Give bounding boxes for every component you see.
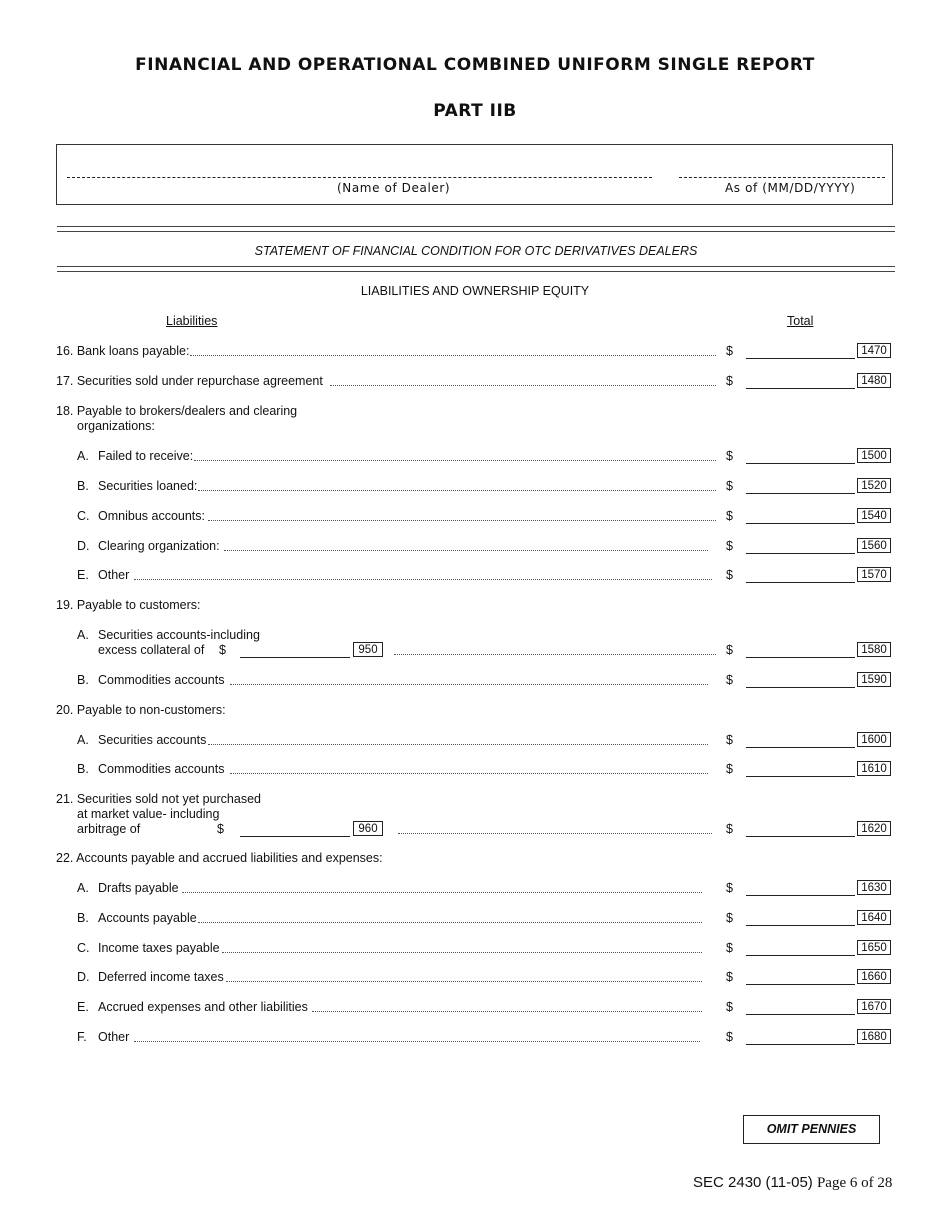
leader-dots (312, 1000, 702, 1012)
field-code: 1500 (857, 448, 891, 463)
field-code: 950 (353, 642, 383, 657)
leader-dots (194, 449, 716, 461)
field-code: 1640 (857, 910, 891, 925)
dollar-sign: $ (726, 479, 733, 493)
section-heading (0, 598, 950, 614)
line-item (0, 628, 950, 644)
dollar-sign: $ (726, 673, 733, 687)
field-code: 1470 (857, 343, 891, 358)
amount-field[interactable] (746, 388, 855, 389)
item-label: Accounts payable (98, 911, 197, 925)
item-label: Accrued expenses and other liabilities (98, 1000, 308, 1014)
report-title: FINANCIAL AND OPERATIONAL COMBINED UNIFORM SINGLE REPORT (135, 55, 815, 75)
amount-field[interactable] (746, 776, 855, 777)
field-code: 1680 (857, 1029, 891, 1044)
amount-field[interactable] (746, 895, 855, 896)
dollar-sign: $ (219, 643, 226, 657)
divider (57, 271, 895, 272)
amount-field[interactable] (746, 925, 855, 926)
item-letter: A. (77, 628, 89, 642)
line-item (0, 1000, 950, 1016)
leader-dots (226, 970, 702, 982)
amount-field[interactable] (746, 463, 855, 464)
dollar-sign: $ (726, 970, 733, 984)
dollar-sign: $ (726, 539, 733, 553)
item-label: Omnibus accounts: (98, 509, 205, 523)
leader-dots (190, 344, 716, 356)
leader-dots (398, 822, 712, 834)
report-date-caption: As of (MM/DD/YYYY) (725, 181, 856, 195)
amount-field[interactable] (746, 358, 855, 359)
dollar-sign: $ (726, 374, 733, 388)
field-code: 1560 (857, 538, 891, 553)
item-label: Commodities accounts (98, 762, 225, 776)
line-item (0, 374, 950, 390)
amount-field[interactable] (746, 523, 855, 524)
report-part: PART IIB (433, 101, 517, 121)
item-letter: B. (77, 673, 89, 687)
line-item (0, 911, 950, 927)
item-letter: E. (77, 568, 89, 582)
line-item (0, 344, 950, 360)
field-code: 1650 (857, 940, 891, 955)
divider (57, 266, 895, 267)
item-label: Securities accounts-including (98, 628, 260, 642)
line-item (0, 733, 950, 749)
item-label: Securities loaned: (98, 479, 198, 493)
arbitrage-amount-field[interactable] (240, 836, 350, 837)
item-label: arbitrage of (77, 822, 141, 836)
item-label: 17. Securities sold under repurchase agreement (56, 374, 323, 388)
item-label: Clearing organization: (98, 539, 220, 553)
dollar-sign: $ (217, 822, 224, 836)
leader-dots (134, 568, 712, 580)
item-letter: D. (77, 539, 90, 553)
line-item (0, 941, 950, 957)
dealer-name-caption: (Name of Dealer) (337, 181, 451, 195)
field-code: 960 (353, 821, 383, 836)
dollar-sign: $ (726, 762, 733, 776)
item-letter: E. (77, 1000, 89, 1014)
dollar-sign: $ (726, 911, 733, 925)
field-code: 1520 (857, 478, 891, 493)
leader-dots (208, 733, 708, 745)
field-code: 1610 (857, 761, 891, 776)
item-letter: B. (77, 911, 89, 925)
leader-dots (182, 881, 702, 893)
item-label: 20. Payable to non-customers: (56, 703, 226, 717)
leader-dots (394, 643, 716, 655)
section-heading (0, 851, 950, 867)
section-heading (0, 792, 950, 808)
field-code: 1580 (857, 642, 891, 657)
dollar-sign: $ (726, 568, 733, 582)
leader-dots (198, 911, 702, 923)
leader-dots (224, 539, 708, 551)
report-date-line[interactable] (679, 177, 885, 178)
leader-dots (222, 941, 702, 953)
line-item (0, 1030, 950, 1046)
line-item (0, 479, 950, 495)
item-letter: C. (77, 941, 90, 955)
amount-field[interactable] (746, 1014, 855, 1015)
item-label: Deferred income taxes (98, 970, 224, 984)
line-item (0, 762, 950, 778)
field-code: 1670 (857, 999, 891, 1014)
leader-dots (134, 1030, 700, 1042)
item-label: Other (98, 1030, 130, 1044)
leader-dots (198, 479, 716, 491)
item-label: Drafts payable (98, 881, 179, 895)
item-letter: A. (77, 881, 89, 895)
dollar-sign: $ (726, 1000, 733, 1014)
dollar-sign: $ (726, 449, 733, 463)
line-item (0, 539, 950, 555)
item-label: 19. Payable to customers: (56, 598, 201, 612)
item-label: Income taxes payable (98, 941, 220, 955)
field-code: 1590 (857, 672, 891, 687)
item-letter: C. (77, 509, 90, 523)
page-footer (693, 1174, 892, 1192)
field-code: 1660 (857, 969, 891, 984)
dealer-name-line[interactable] (67, 177, 652, 178)
item-letter: F. (77, 1030, 87, 1044)
item-label: 22. Accounts payable and accrued liabilities and expenses: (56, 851, 383, 865)
divider (57, 226, 895, 227)
leader-dots (230, 673, 708, 685)
line-item (0, 509, 950, 525)
field-code: 1570 (857, 567, 891, 582)
dollar-sign: $ (726, 822, 733, 836)
item-label: organizations: (77, 419, 155, 433)
leader-dots (230, 762, 708, 774)
section-heading (0, 703, 950, 719)
field-code: 1630 (857, 880, 891, 895)
dealer-box (56, 144, 893, 205)
amount-field[interactable] (746, 553, 855, 554)
item-label: Commodities accounts (98, 673, 225, 687)
collateral-amount-field[interactable] (240, 657, 350, 658)
divider (57, 231, 895, 232)
total-column-header: Total (787, 314, 814, 328)
statement-title: STATEMENT OF FINANCIAL CONDITION FOR OTC DERIVATIVES DEALERS (254, 244, 698, 258)
amount-field[interactable] (746, 1044, 855, 1045)
item-label: at market value- including (77, 807, 220, 821)
dollar-sign: $ (726, 881, 733, 895)
field-code: 1600 (857, 732, 891, 747)
section-heading-cont (0, 807, 950, 823)
leader-dots (208, 509, 716, 521)
dollar-sign: $ (726, 941, 733, 955)
amount-field[interactable] (746, 984, 855, 985)
page-number: Page 6 of 28 (816, 1175, 893, 1191)
dollar-sign: $ (726, 643, 733, 657)
item-letter: D. (77, 970, 90, 984)
line-item (0, 822, 950, 838)
item-letter: B. (77, 762, 89, 776)
item-letter: A. (77, 733, 89, 747)
dollar-sign: $ (726, 344, 733, 358)
amount-field[interactable] (746, 582, 855, 583)
section-heading-cont (0, 419, 950, 435)
field-code: 1620 (857, 821, 891, 836)
field-code: 1540 (857, 508, 891, 523)
item-label: Failed to receive: (98, 449, 194, 463)
item-letter: B. (77, 479, 89, 493)
dollar-sign: $ (726, 733, 733, 747)
amount-field[interactable] (746, 493, 855, 494)
item-letter: A. (77, 449, 89, 463)
line-item (0, 568, 950, 584)
field-code: 1480 (857, 373, 891, 388)
amount-field[interactable] (746, 836, 855, 837)
omit-pennies-note: OMIT PENNIES (743, 1115, 880, 1144)
dollar-sign: $ (726, 1030, 733, 1044)
leader-dots (330, 374, 716, 386)
amount-field[interactable] (746, 657, 855, 658)
form-number: SEC 2430 (11-05) (693, 1174, 813, 1191)
section-heading (0, 404, 950, 420)
item-label: 21. Securities sold not yet purchased (56, 792, 261, 806)
item-label: excess collateral of (98, 643, 205, 657)
dollar-sign: $ (726, 509, 733, 523)
line-item (0, 673, 950, 689)
item-label: Other (98, 568, 130, 582)
amount-field[interactable] (746, 955, 855, 956)
item-label: 18. Payable to brokers/dealers and clearing (56, 404, 298, 418)
section-title: LIABILITIES AND OWNERSHIP EQUITY (360, 284, 590, 298)
item-label: Securities accounts (98, 733, 207, 747)
amount-field[interactable] (746, 687, 855, 688)
amount-field[interactable] (746, 747, 855, 748)
line-item (0, 970, 950, 986)
item-label: 16. Bank loans payable: (56, 344, 190, 358)
line-item (0, 643, 950, 659)
liabilities-column-header: Liabilities (166, 314, 218, 328)
line-item (0, 449, 950, 465)
line-item (0, 881, 950, 897)
